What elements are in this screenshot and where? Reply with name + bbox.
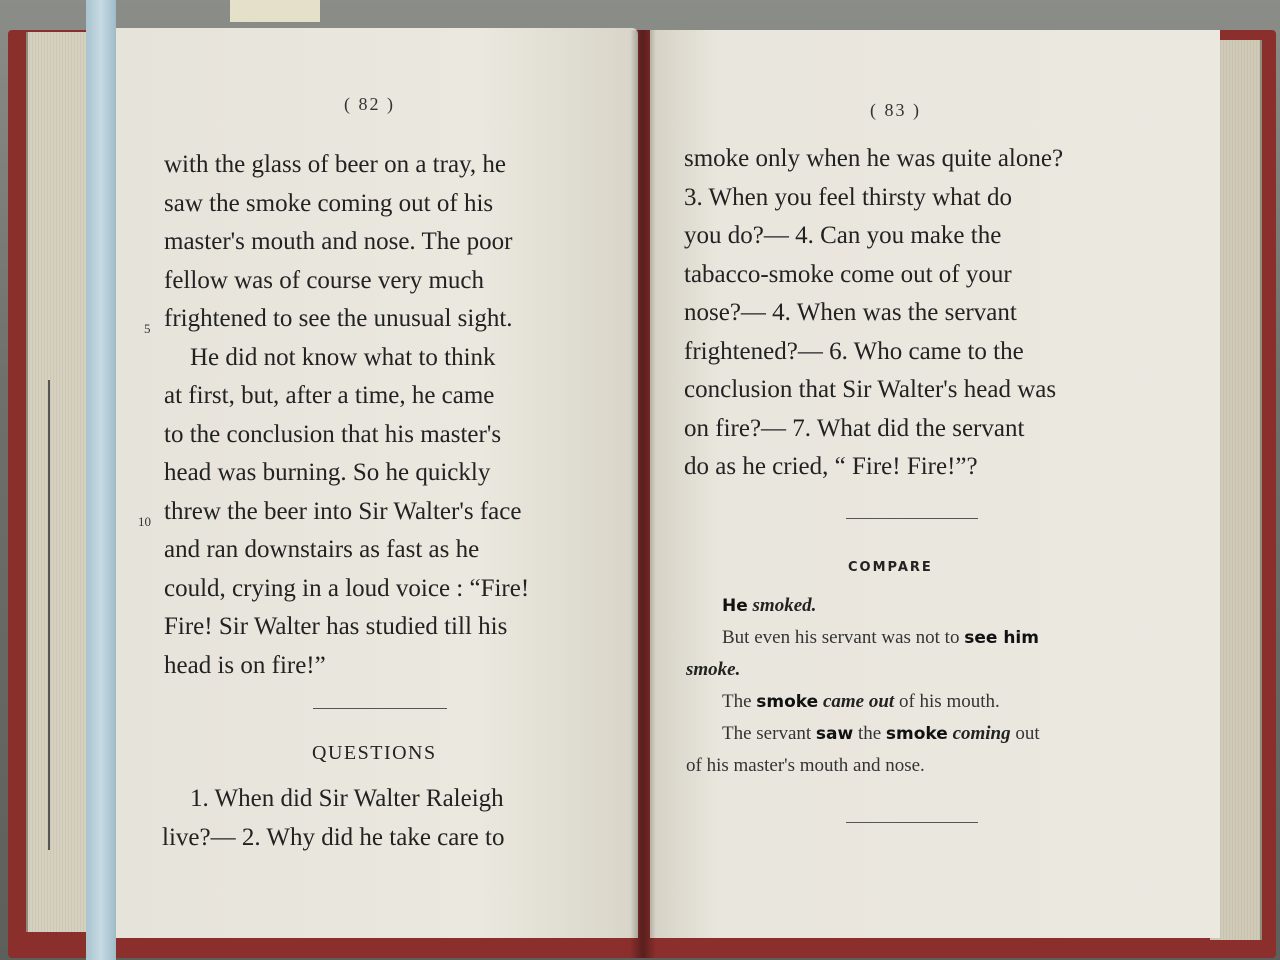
bold-word: saw xyxy=(815,724,854,744)
italic-word: smoke. xyxy=(686,659,741,680)
bookmark-ribbon xyxy=(86,0,116,960)
margin-line xyxy=(48,380,50,850)
bold-word: smoke xyxy=(756,692,819,712)
text-line: frightened?— 6. Who came to the xyxy=(684,337,1024,365)
left-body-text xyxy=(138,146,530,685)
italic-word: coming xyxy=(952,723,1011,744)
text-line: Fire! Sir Walter has studied till his xyxy=(164,613,508,640)
questions-heading: QUESTIONS xyxy=(312,742,437,764)
compare-heading: COMPARE xyxy=(848,560,933,575)
plain-text: The servant xyxy=(722,723,812,744)
page-number-83: ( 83 ) xyxy=(870,100,921,120)
text-line: at first, but, after a time, he came xyxy=(164,382,495,409)
text-line: head is on fire!” xyxy=(164,651,326,679)
compare-line xyxy=(686,622,1040,654)
right-page xyxy=(650,30,1220,938)
bold-word: He xyxy=(722,596,748,616)
text-line: and ran downstairs as fast as he xyxy=(164,536,480,563)
plain-text: out xyxy=(1015,723,1040,744)
bold-word: smoke xyxy=(885,724,948,744)
text-line: head was burning. So he quickly xyxy=(164,459,491,486)
compare-line: of his master's mouth and nose. xyxy=(686,755,925,776)
line-number-10: 10 xyxy=(138,513,151,529)
section-divider xyxy=(846,518,978,519)
left-page xyxy=(108,28,638,938)
plain-text: the xyxy=(857,723,882,744)
text-line: 3. When you feel thirsty what do xyxy=(684,183,1012,211)
page-number-82: ( 82 ) xyxy=(344,94,395,114)
text-line: tabacco-smoke come out of your xyxy=(684,260,1012,288)
compare-line xyxy=(686,654,1040,686)
tape-strip xyxy=(230,0,320,22)
plain-text: of his mouth. xyxy=(898,691,1000,712)
text-line: fellow was of course very much xyxy=(164,266,485,294)
text-line: to the conclusion that his master's xyxy=(164,420,502,448)
section-divider xyxy=(313,708,447,709)
compare-examples xyxy=(686,590,1040,782)
text-line: nose?— 4. When was the servant xyxy=(684,299,1017,326)
book-gutter xyxy=(630,30,656,958)
compare-line xyxy=(686,590,1040,622)
italic-word: came out xyxy=(822,691,895,712)
text-line: 1. When did Sir Walter Raleigh xyxy=(190,785,504,812)
line-with-number xyxy=(138,493,529,532)
section-divider xyxy=(846,822,978,823)
plain-text: But even his servant was not to xyxy=(722,627,960,648)
text-line: saw the smoke coming out of his xyxy=(164,189,494,217)
text-line: do as he cried, “ Fire! Fire!”? xyxy=(684,453,978,480)
text-line: could, crying in a loud voice : “Fire! xyxy=(164,574,530,602)
text-line: He did not know what to think xyxy=(190,343,496,371)
text-line: frightened to see the unusual sight. xyxy=(164,305,513,332)
line-number-5: 5 xyxy=(144,321,151,336)
text-line: live?— 2. Why did he take care to xyxy=(162,823,505,851)
text-line: conclusion that Sir Walter's head was xyxy=(684,376,1057,403)
text-line: threw the beer into Sir Walter's face xyxy=(164,497,522,525)
text-line: master's mouth and nose. The poor xyxy=(164,228,513,255)
italic-word: smoked. xyxy=(752,595,817,616)
questions-text xyxy=(162,780,504,857)
bold-word: see him xyxy=(964,628,1039,648)
right-body-text xyxy=(684,140,1063,487)
text-line: smoke only when he was quite alone? xyxy=(684,145,1064,172)
text-line: you do?— 4. Can you make the xyxy=(684,222,1002,249)
text-line: with the glass of beer on a tray, he xyxy=(164,151,507,178)
compare-line xyxy=(686,718,1040,750)
plain-text: The xyxy=(722,691,752,712)
text-line: on fire?— 7. What did the servant xyxy=(684,414,1025,442)
line-with-number xyxy=(144,300,529,339)
compare-line xyxy=(686,686,1040,718)
